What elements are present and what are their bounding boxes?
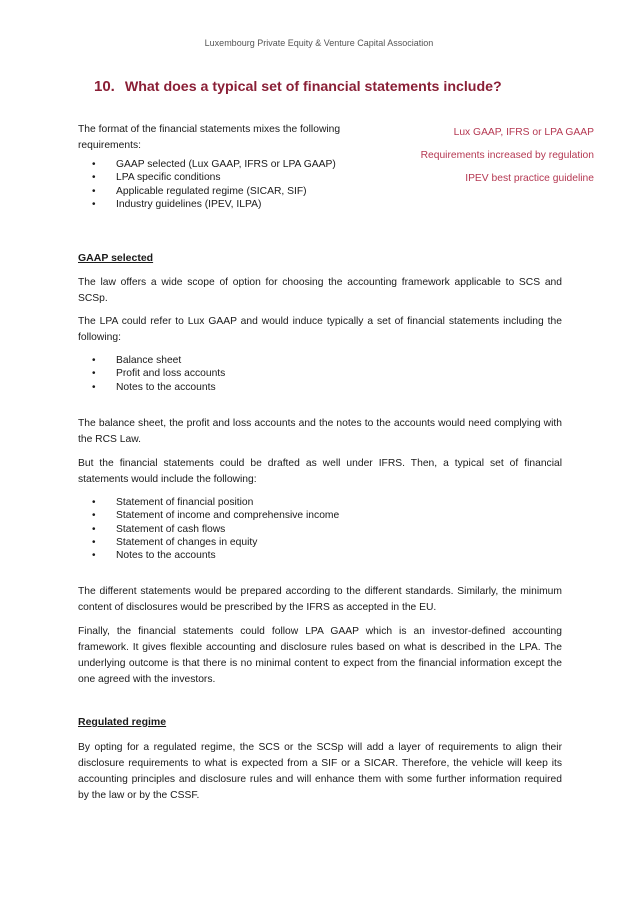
section-title-text: What does a typical set of financial statements include? — [124, 79, 502, 95]
paragraph: But the financial statements could be drafted as well under IFRS. Then, a typical set of financial statements would include the following: — [78, 458, 562, 485]
ifrs-statements-list — [92, 496, 339, 562]
list-item: • Balance sheet — [92, 354, 225, 367]
sidenote: IPEV best practice guideline — [465, 173, 594, 184]
intro-paragraph: The format of the financial statements mixes the following requirements: — [78, 124, 341, 151]
sidenote: Lux GAAP, IFRS or LPA GAAP — [453, 127, 594, 138]
list-item: • Profit and loss accounts — [92, 367, 225, 380]
sidenote: Requirements increased by regulation — [420, 150, 594, 161]
list-item: • Notes to the accounts — [92, 381, 225, 394]
list-item: • Applicable regulated regime (SICAR, SIF) — [92, 185, 336, 198]
page-header: Luxembourg Private Equity & Venture Capital Association — [204, 38, 434, 48]
paragraph: The balance sheet, the profit and loss accounts and the notes to the accounts would need complying with the RCS Law. — [78, 418, 562, 445]
list-item: • Statement of financial position — [92, 496, 339, 509]
list-item: • Statement of cash flows — [92, 523, 339, 536]
list-item: • GAAP selected (Lux GAAP, IFRS or LPA GAAP) — [92, 158, 336, 171]
section-number: 10. — [94, 78, 115, 95]
list-item: • Industry guidelines (IPEV, ILPA) — [92, 198, 336, 211]
section-title — [94, 78, 502, 95]
lux-gaap-statements-list — [92, 354, 225, 394]
requirements-list — [92, 158, 336, 211]
list-item: • LPA specific conditions — [92, 171, 336, 184]
paragraph: Finally, the financial statements could follow LPA GAAP which is an investor-defined accounting framework. It gives flexible accounting and disclosure rules based on what is described in the LPA. The underlying outcome is that there is no minimal content to expect from the financial information except the one agreed with the investors. — [78, 626, 562, 685]
list-item: • Statement of changes in equity — [92, 536, 339, 549]
paragraph: The different statements would be prepared according to the different standards. Similarly, the minimum content of disclosures would be prescribed by the IFRS as accepted in the EU. — [78, 586, 562, 613]
list-item: • Statement of income and comprehensive income — [92, 509, 339, 522]
heading-regulated-regime: Regulated regime — [78, 716, 167, 728]
list-item: • Notes to the accounts — [92, 549, 339, 562]
paragraph: The LPA could refer to Lux GAAP and would induce typically a set of financial statements including the following: — [78, 316, 562, 343]
heading-gaap-selected: GAAP selected — [78, 252, 154, 264]
paragraph: The law offers a wide scope of option for choosing the accounting framework applicable to SCS and SCSp. — [78, 277, 562, 304]
paragraph: By opting for a regulated regime, the SCS or the SCSp will add a layer of requirements to align their disclosure requirements to what is expected from a SIF or a SICAR. Therefore, the vehicle will keep its accounting principles and disclosure rules and will enhance them with some further information required by the law or by the CSSF. — [78, 742, 562, 801]
